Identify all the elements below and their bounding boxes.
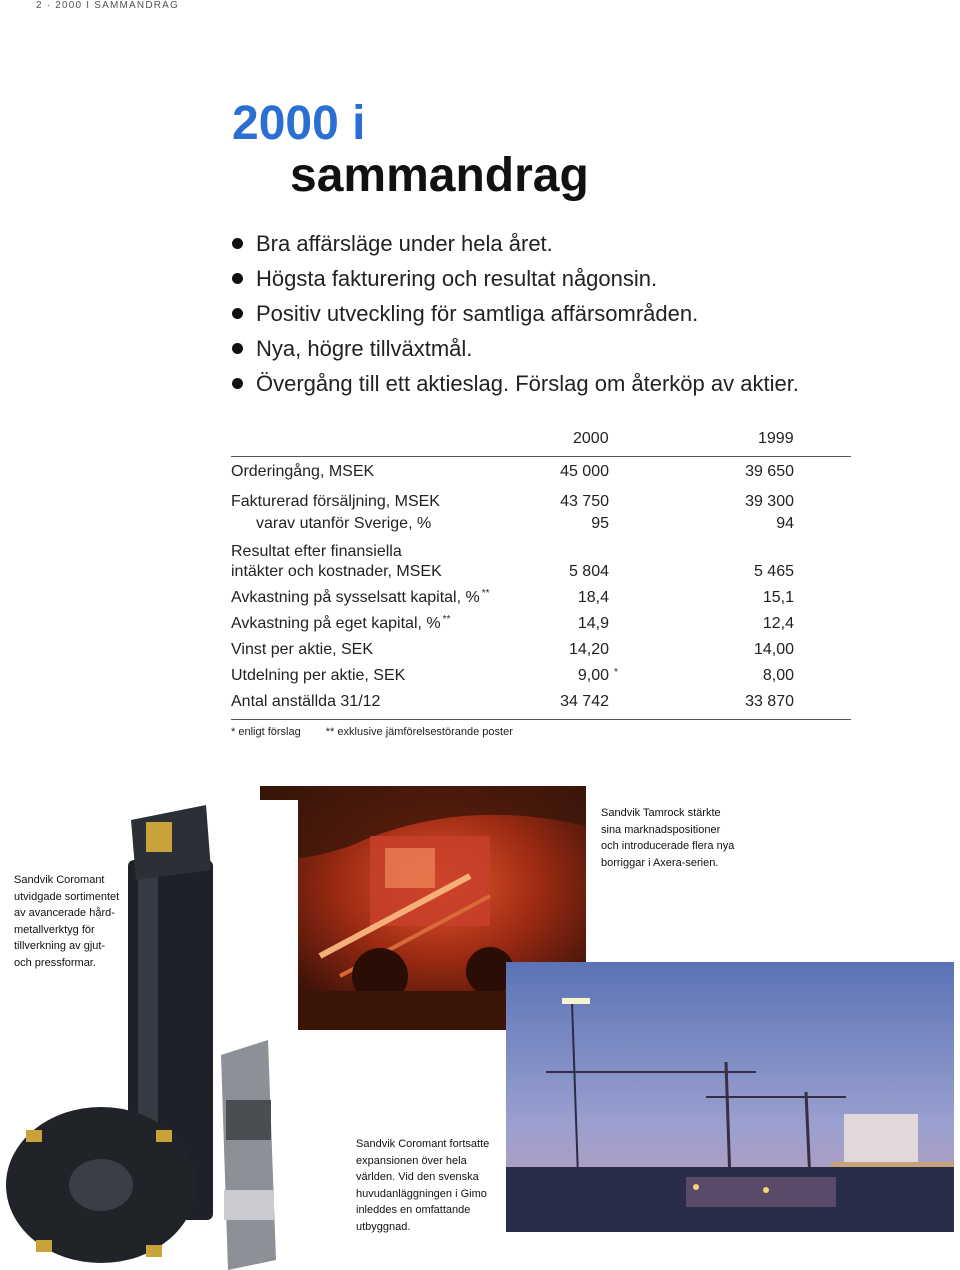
key-figures-table: [231, 427, 851, 738]
highlight-item: Övergång till ett aktieslag. Förslag om återköp av aktier.: [232, 366, 799, 401]
caption-coromant-tools: Sandvik Coromant utvidgade sortimentet av avancerade hård- metallverktyg för tillverkning av gjut- och pressformar.: [14, 874, 120, 969]
bullet-icon: [232, 378, 243, 389]
table-row: Fakturerad försäljning, MSEK 43 750 39 300: [231, 493, 794, 510]
highlight-item: Nya, högre tillväxtmål.: [232, 331, 799, 366]
bullet-icon: [232, 238, 243, 249]
gimo-construction-photo: [506, 962, 954, 1232]
highlights-list: [232, 226, 799, 401]
caption-coromant-gimo: Sandvik Coromant fortsatte expansionen över hela världen. Vid den svenska huvudanläggningen i Gimo inleddes en omfattande utbyggnad.: [356, 1138, 490, 1233]
table-row: Vinst per aktie, SEK 14,20 14,00: [231, 641, 794, 658]
table-row: varav utanför Sverige, % 95 94: [256, 515, 794, 532]
bullet-icon: [232, 343, 243, 354]
caption-tamrock: Sandvik Tamrock stärkte sina marknadspositioner och introducerade flera nya borriggar i Axera-serien.: [601, 807, 735, 869]
footnote-exclusive: ** exklusive jämförelsestörande poster: [325, 726, 513, 738]
table-row: Avkastning på eget kapital, % ** 14,9 12,4: [231, 614, 794, 632]
cutting-tools-image: [6, 800, 298, 1270]
table-header: [231, 427, 851, 457]
table-row: intäkter och kostnader, MSEK 5 804 5 465: [231, 563, 794, 580]
table-row: Orderingång, MSEK 45 000 39 650: [231, 463, 794, 480]
highlight-item: Bra affärsläge under hela året.: [232, 226, 799, 261]
highlight-item: Positiv utveckling för samtliga affärsområden.: [232, 296, 799, 331]
gimo-construction-image: [506, 962, 954, 1232]
bullet-icon: [232, 308, 243, 319]
column-header-2000: 2000: [573, 430, 609, 447]
highlight-item: Högsta fakturering och resultat någonsin.: [232, 261, 799, 296]
bullet-icon: [232, 273, 243, 284]
page-title-line1: 2000 i: [232, 97, 366, 150]
page-header: 2 · 2000 I SAMMANDRAG: [36, 0, 180, 11]
page-title-line2: sammandrag: [290, 149, 589, 202]
table-row: Avkastning på sysselsatt kapital, % ** 18,4 15,1: [231, 588, 794, 606]
column-header-1999: 1999: [758, 430, 794, 447]
table-row: Resultat efter finansiella: [231, 543, 402, 560]
table-row: Utdelning per aktie, SEK 9,00 * 8,00: [231, 667, 794, 684]
table-row: Antal anställda 31/12 34 742 33 870: [231, 693, 794, 710]
table-footnotes: [231, 719, 851, 738]
footnote-proposal: * enligt förslag: [231, 726, 301, 738]
cutting-tools-photo: [6, 800, 298, 1270]
